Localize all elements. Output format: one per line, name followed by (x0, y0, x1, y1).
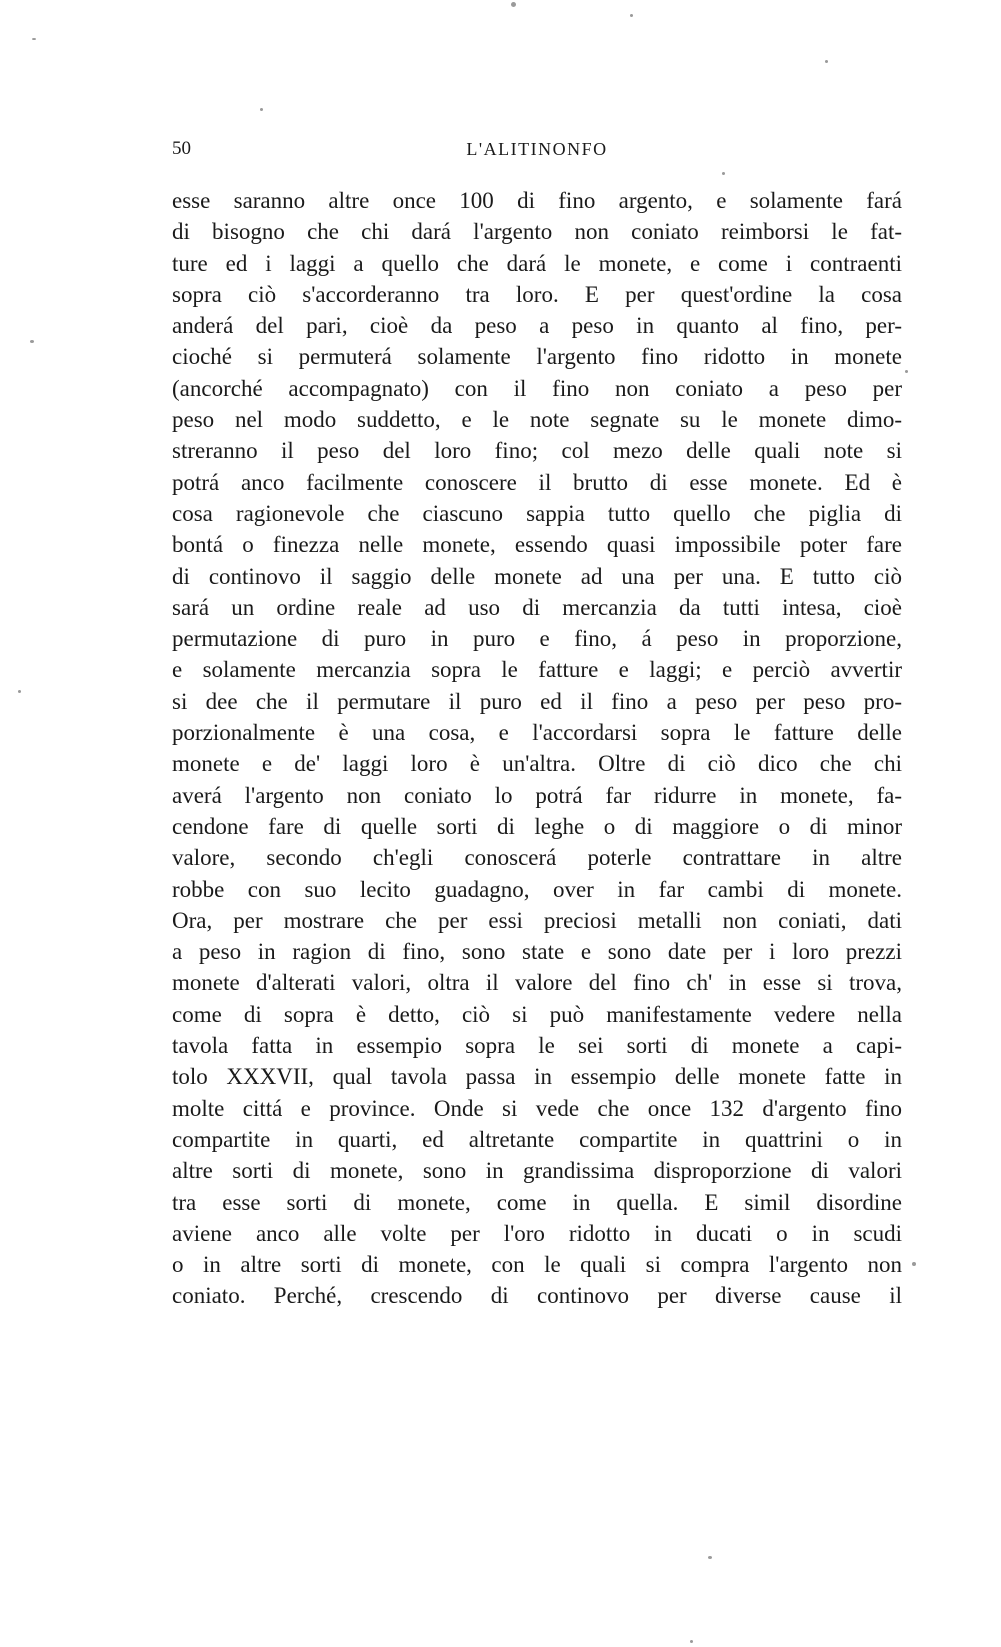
text-line: a peso in ragion di fino, sono state e sono date per i loro prezzi (172, 939, 902, 965)
text-line: altre sorti di monete, sono in grandissima disproporzione di valori (172, 1158, 902, 1184)
text-line: peso nel modo suddetto, e le note segnate su le monete dimo- (172, 407, 902, 433)
text-line: o in altre sorti di monete, con le quali si compra l'argento non (172, 1252, 902, 1278)
running-title: L'ALITINONFO (466, 139, 608, 159)
text-line: sará un ordine reale ad uso di mercanzia da tutti intesa, cioè (172, 594, 902, 620)
text-line: permutazione di puro in puro e fino, á peso in proporzione, (172, 626, 902, 652)
text-line: robbe con suo lecito guadagno, over in far cambi di monete. (172, 876, 902, 902)
text-line: tra esse sorti di monete, come in quella. E simil disordine (172, 1189, 902, 1215)
text-line: monete d'alterati valori, oltra il valore del fino ch' in esse si trova, (172, 970, 902, 996)
text-line: streranno il peso del loro fino; col mezo delle quali note si (172, 438, 902, 464)
text-line: si dee che il permutare il puro ed il fino a peso per peso pro- (172, 688, 902, 714)
text-line: esse saranno altre once 100 di fino argento, e solamente fará (172, 188, 902, 213)
text-line: (ancorché accompagnato) con il fino non coniato a peso per (172, 375, 902, 401)
text-line: sopra ciò s'accorderanno tra loro. E per quest'ordine la cosa (172, 281, 902, 307)
text-line: compartite in quarti, ed altretante compartite in quattrini o in (172, 1126, 902, 1152)
running-head (172, 134, 902, 164)
text-line: cioché si permuterá solamente l'argento fino ridotto in monete (172, 344, 902, 370)
text-line: coniato. Perché, crescendo di continovo per diverse cause il (172, 1283, 902, 1309)
text-line: tavola fatta in essempio sopra le sei sorti di monete a capi- (172, 1033, 902, 1059)
text-line: molte cittá e province. Onde si vede che once 132 d'argento fino (172, 1095, 902, 1121)
page-number: 50 (172, 138, 191, 159)
text-line: bontá o finezza nelle monete, essendo quasi impossibile poter fare (172, 532, 902, 558)
text-line: aviene anco alle volte per l'oro ridotto in ducati o in scudi (172, 1220, 902, 1246)
text-line: ture ed i laggi a quello che dará le monete, e come i contraenti (172, 250, 902, 276)
text-line: monete e de' laggi loro è un'altra. Oltre di ciò dico che chi (172, 751, 902, 777)
text-line: cendone fare di quelle sorti di leghe o di maggiore o di minor (172, 813, 902, 839)
text-line: porzionalmente è una cosa, e l'accordarsi sopra le fatture delle (172, 720, 902, 746)
text-line: di bisogno che chi dará l'argento non coniato reimborsi le fat- (172, 219, 902, 245)
text-line: come di sopra è detto, ciò si può manifestamente vedere nella (172, 1001, 902, 1027)
text-line: valore, secondo ch'egli conoscerá poterle contrattare in altre (172, 845, 902, 871)
text-line: di continovo il saggio delle monete ad una per una. E tutto ciò (172, 563, 902, 589)
text-line: potrá anco facilmente conoscere il brutto di esse monete. Ed è (172, 469, 902, 495)
text-line: cosa ragionevole che ciascuno sappia tutto quello che piglia di (172, 500, 902, 526)
text-line: e solamente mercanzia sopra le fatture e laggi; e perciò avvertir (172, 657, 902, 683)
text-line: averá l'argento non coniato lo potrá far ridurre in monete, fa- (172, 782, 902, 808)
body-text (172, 185, 902, 1312)
text-line: Ora, per mostrare che per essi preciosi metalli non coniati, dati (172, 907, 902, 933)
text-line: anderá del pari, cioè da peso a peso in quanto al fino, per- (172, 313, 902, 339)
text-line: tolo XXXVII, qual tavola passa in essempio delle monete fatte in (172, 1064, 902, 1090)
